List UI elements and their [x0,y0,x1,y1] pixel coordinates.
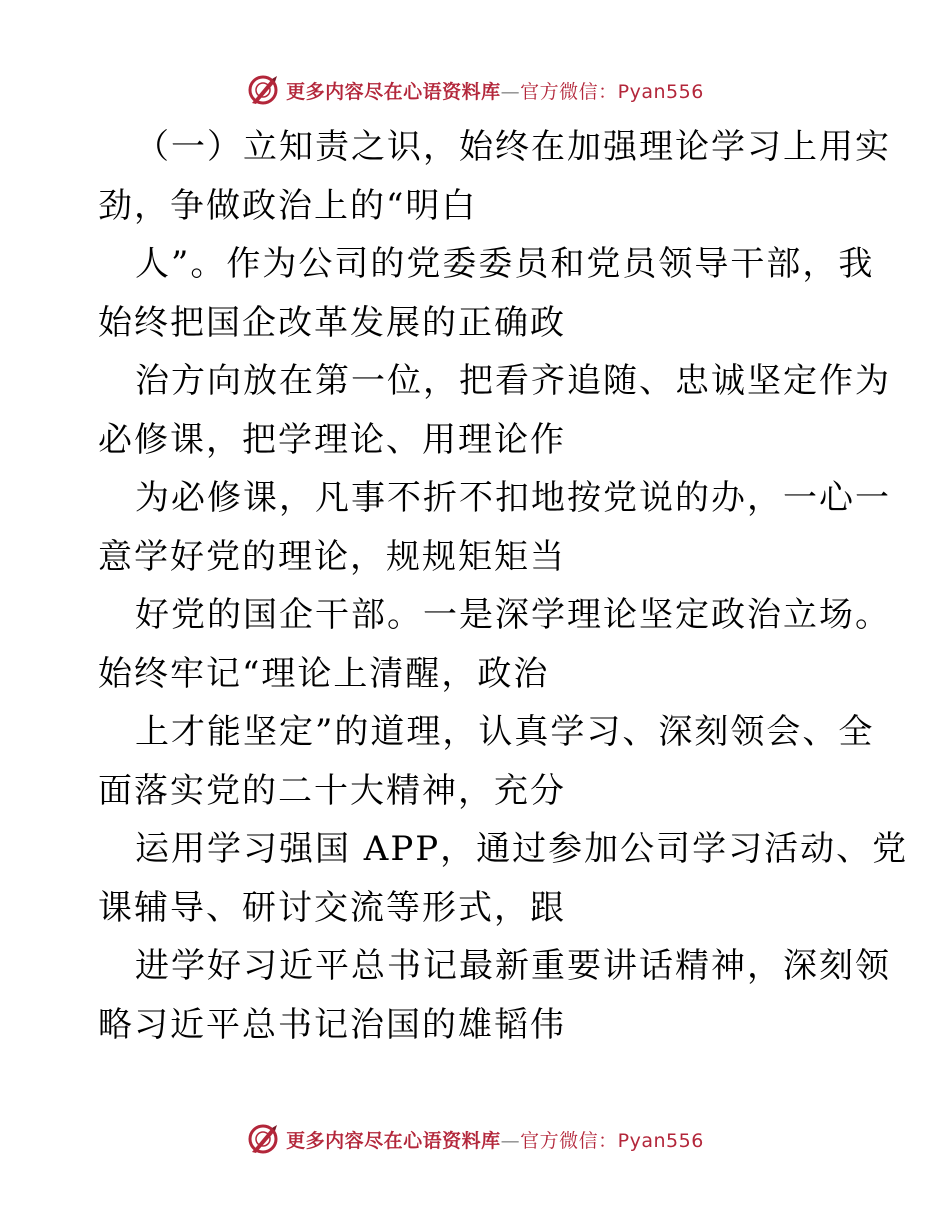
text-line: 课辅导、研讨交流等形式，跟 [98,887,566,928]
text-line: 好党的国企干部。一是深学理论坚定政治立场。 [135,595,891,635]
text-line: 进学好习近平总书记最新重要讲话精神，深刻领 [135,946,891,986]
document-body [98,118,909,1054]
text-line: 始终牢记“理论上清醒，政治 [98,653,550,694]
text-line: 始终把国企改革发展的正确政 [98,302,566,343]
text-line: 为必修课，凡事不折不扣地按党说的办，一心一 [135,478,891,518]
watermark-wechat: 官方微信：Pyan556 [520,1129,704,1152]
watermark-main: 更多内容尽在心语资料库 [286,80,501,103]
text-line: 略习近平总书记治国的雄韬伟 [98,1004,566,1045]
text-line: 治方向放在第一位，把看齐追随、忠诚坚定作为 [135,361,891,401]
footer-watermark [0,1119,950,1159]
text-line: （一）立知责之识，始终在加强理论学习上用实 [135,127,891,167]
watermark-main: 更多内容尽在心语资料库 [286,1129,501,1152]
watermark-wechat: 官方微信：Pyan556 [520,80,704,103]
watermark-text [286,1126,704,1153]
text-line: 必修课，把学理论、用理论作 [98,419,566,460]
text-line: 面落实党的二十大精神，充分 [98,770,566,811]
text-line: 上才能坚定”的道理，认真学习、深刻领会、全 [135,712,875,752]
text-line: 意学好党的理论，规规矩矩当 [98,536,566,577]
watermark-text [286,77,704,104]
header-watermark [0,70,950,110]
watermark-separator: — [500,80,521,103]
text-line: 人”。作为公司的党委委员和党员领导干部，我 [135,244,875,284]
text-line: 劲，争做政治上的“明白 [98,185,478,226]
text-line: 运用学习强国 APP，通过参加公司学习活动、党 [135,829,909,869]
quill-seal-icon [246,73,280,107]
quill-seal-icon [246,1122,280,1156]
watermark-separator: — [500,1129,521,1152]
